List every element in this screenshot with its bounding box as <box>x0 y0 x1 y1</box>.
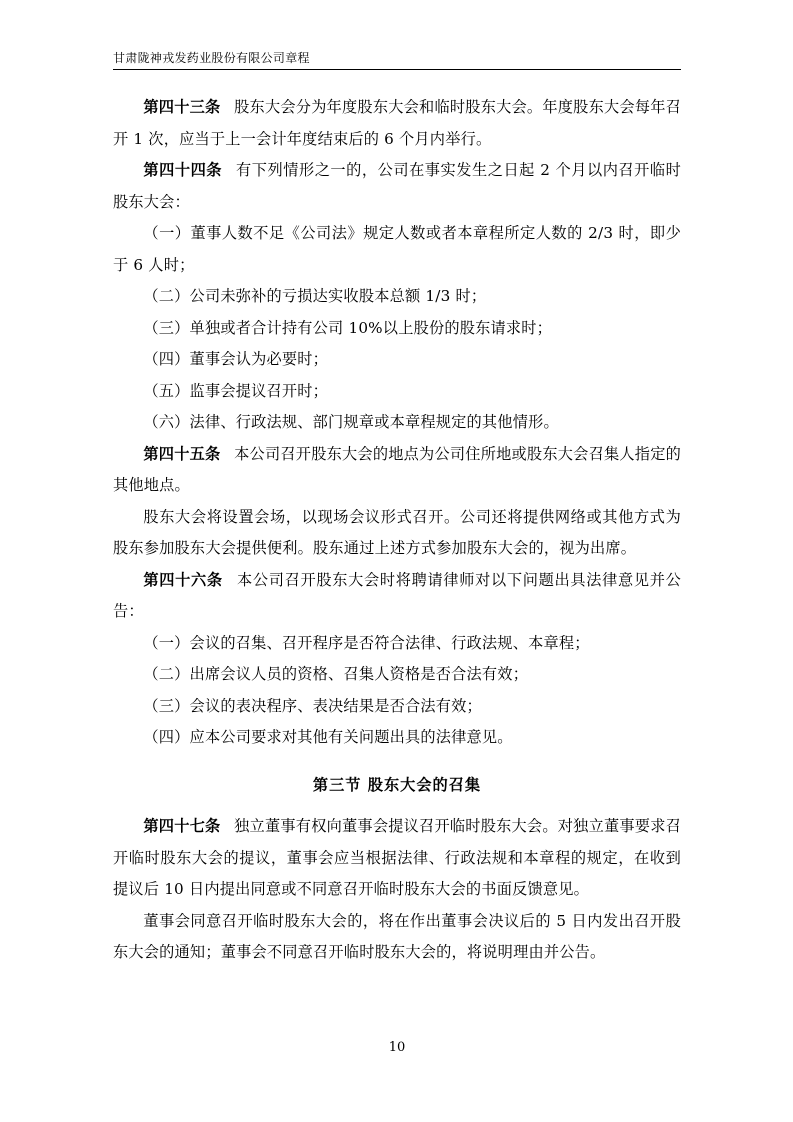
body-paragraph: 股东大会将设置会场，以现场会议形式召开。公司还将提供网络或其他方式为股东参加股东大会提供便利。股东通过上述方式参加股东大会的，视为出席。 <box>113 507 681 557</box>
article-paragraph <box>113 155 681 218</box>
article-term: 第四十三条 <box>143 98 221 116</box>
page-header <box>113 50 681 70</box>
document-body <box>113 92 681 969</box>
list-item: （四）应本公司要求对其他有关问题出具的法律意见。 <box>143 728 513 746</box>
list-item: （二）公司未弥补的亏损达实收股本总额 1/3 时； <box>143 287 487 305</box>
list-item: （三）单独或者合计持有公司 10%以上股份的股东请求时； <box>143 318 553 337</box>
article-text: 股东大会分为年度股东大会和临时股东大会。年度股东大会每年召开 1 次，应当于上一会计年度结束后的 6 个月内举行。 <box>113 98 682 148</box>
article-text: 有下列情形之一的，公司在事实发生之日起 2 个月以内召开临时股东大会： <box>113 161 682 211</box>
article-term: 第四十五条 <box>143 444 221 463</box>
header-title: 甘肃陇神戎发药业股份有限公司章程 <box>113 51 310 65</box>
article-paragraph <box>113 811 681 906</box>
article-text: 独立董事有权向董事会提议召开临时股东大会。对独立董事要求召开临时股东大会的提议，董事会应当根据法律、行政法规和本章程的规定，在收到提议后 10 日内提出同意或不同意召开临时股东大会的书面反馈意见。 <box>113 817 682 898</box>
header-divider <box>113 69 681 70</box>
list-item: （一）董事人数不足《公司法》规定人数或者本章程所定人数的 2/3 时，即少于 6 人时； <box>113 224 681 274</box>
list-item: （三）会议的表决程序、表决结果是否合法有效； <box>143 696 482 715</box>
article-text: 本公司召开股东大会时将聘请律师对以下问题出具法律意见并公告： <box>113 570 681 620</box>
page-content-area <box>113 0 681 1122</box>
body-paragraph: 董事会同意召开临时股东大会的，将在作出董事会决议后的 5 日内发出召开股东大会的通知；董事会不同意召开临时股东大会的，将说明理由并公告。 <box>113 911 681 961</box>
article-term: 第四十六条 <box>143 570 223 589</box>
list-item: （四）董事会认为必要时； <box>143 350 329 368</box>
article-paragraph <box>113 439 681 502</box>
article-term: 第四十四条 <box>143 161 223 179</box>
section-heading: 第三节 股东大会的召集 <box>312 775 482 794</box>
list-item: （二）出席会议人员的资格、召集人资格是否合法有效； <box>143 665 529 683</box>
article-term: 第四十七条 <box>143 817 221 835</box>
list-item: （六）法律、行政法规、部门规章或本章程规定的其他情形。 <box>143 413 559 431</box>
article-paragraph <box>113 92 681 155</box>
page-number: 10 <box>388 1040 406 1055</box>
article-text: 本公司召开股东大会的地点为公司住所地或股东大会召集人指定的其他地点。 <box>113 444 682 494</box>
list-item: （一）会议的召集、召开程序是否符合法律、行政法规、本章程； <box>143 633 590 652</box>
article-paragraph <box>113 565 681 628</box>
list-item: （五）监事会提议召开时； <box>143 381 329 400</box>
